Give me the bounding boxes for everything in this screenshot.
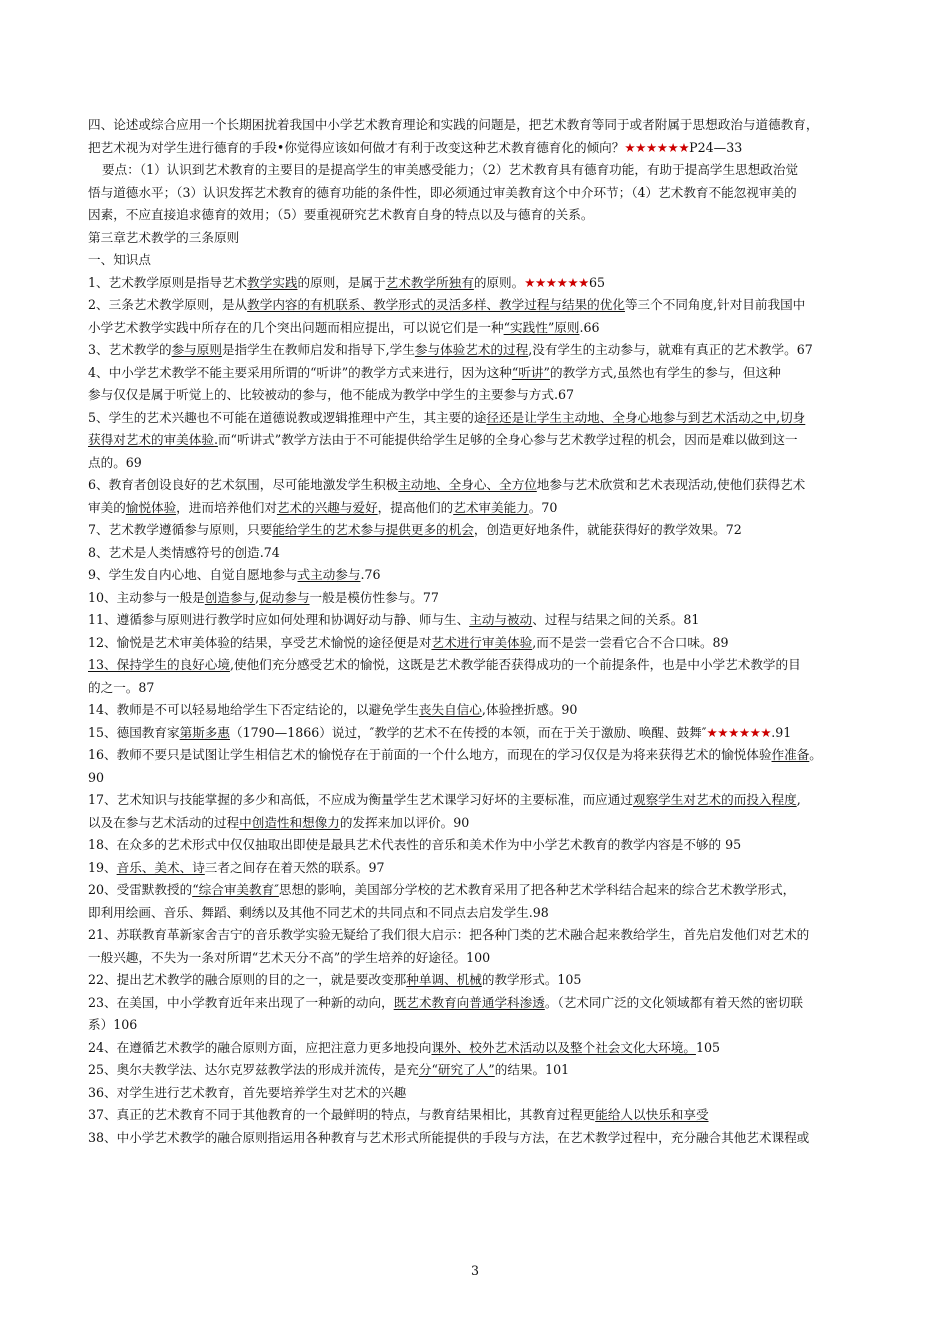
- item-1: 1、艺术教学原则是指导艺术教学实践的原则，是属于艺术教学所独有的原则。★★★★★★65: [88, 274, 605, 290]
- item-10: 10、主动参与一般是创造参与,促动参与一般是模仿性参与。77: [88, 589, 439, 605]
- item-19: 19、音乐、美术、诗三者之间存在着天然的联系。97: [88, 859, 385, 875]
- item-21: 21、苏联教育革新家舍吉宁的音乐教学实验无疑给了我们很大启示：把各种门类的艺术融合起来教给学生，首先启发他们对艺术的 一般兴趣，不失为一条对所谓“艺术天分不高”的学生培养的好途径。100: [88, 927, 810, 965]
- item-23: 23、在美国，中小学教育近年来出现了一种新的动向，既艺术教育向普通学科渗透。（艺术同广泛的文化领域都有着天然的密切联 系）106: [88, 994, 803, 1032]
- item-15: 15、德国教育家第斯多惠（1790—1866）说过，″教学的艺术不在传授的本领，而在于关于激励、唤醒、鼓舞″★★★★★★.91: [88, 724, 792, 740]
- key-points: [88, 159, 880, 182]
- star-rating: ★★★★★★: [624, 139, 690, 155]
- text: 悟与道德水平；（3）认识发挥艺术教育的德育功能的条件性，即必须通过审美教育这个中介环节；（4）艺术教育不能忽视审美的: [88, 184, 797, 200]
- item-22: 22、提出艺术教学的融合原则的目的之一，就是要改变那种单调、机械的教学形式。105: [88, 972, 582, 987]
- star-rating: ★★★★★★: [706, 724, 772, 740]
- item-16: 16、教师不要只是试图让学生相信艺术的愉悦存在于前面的一个什么地方，而现在的学习仅仅是为将来获得艺术的愉悦体验作准备。 90: [88, 747, 822, 785]
- item-7: 7、艺术教学遵循参与原则，只要能给学生的艺术参与提供更多的机会，创造更好地条件，就能获得好的教学效果。72: [88, 522, 742, 537]
- item-11: 11、遵循参与原则进行教学时应如何处理和协调好动与静、师与生、主动与被动、过程与结果之间的关系。81: [88, 612, 700, 627]
- star-rating: ★★★★★★: [524, 274, 589, 290]
- section-heading: 一、知识点: [88, 252, 151, 267]
- item-36: 36、对学生进行艺术教育，首先要培养学生对艺术的兴趣: [88, 1084, 407, 1100]
- text: 要点：（1）认识到艺术教育的主要目的是提高学生的审美感受能力；（2）艺术教育具有德育功能，有助于提高学生思想政治觉: [102, 162, 799, 177]
- item-38: 38、中小学艺术教学的融合原则指运用各种教育与艺术形式所能提供的手段与方法，在艺术教学过程中，充分融合其他艺术课程或: [88, 1129, 810, 1145]
- item-5: 5、学生的艺术兴趣也不可能在道德说教或逻辑推理中产生，其主要的途径还是让学生主动地、全身心地参与到艺术活动之中,切身 获得对艺术的审美体验.而“听讲式”教学方法由于不可能提供给学生足够的全身心参与艺术教学过程的机会，因而是难以做到这一 点的。69: [88, 409, 806, 470]
- item-13: 13、保持学生的良好心境,使他们充分感受艺术的愉悦，这既是艺术教学能否获得成功的一个前提条件，也是中小学艺术教学的目 的之一。87: [88, 657, 801, 695]
- item-14: 14、教师是不可以轻易地给学生下否定结论的，以避免学生丧失自信心,体验挫折感。90: [88, 702, 578, 717]
- question-4: [88, 114, 880, 159]
- text: 把艺术视为对学生进行德育的手段•你觉得应该如何做才有利于改变这种艺术教育德育化的倾向？: [88, 139, 625, 155]
- item-25: 25、奥尔夫教学法、达尔克罗兹教学法的形成并流传，是充分“研究了人”的结果。101: [88, 1062, 570, 1077]
- text: 四、论述或综合应用一个长期困扰着我国中小学艺术教育理论和实践的问题是，把艺术教育等同于或者附属于思想政治与道德教育，: [88, 117, 819, 132]
- page-number: 3: [470, 1263, 479, 1278]
- item-3: 3、艺术教学的参与原则是指学生在教师启发和指导下,学生参与体验艺术的过程,没有学生的主动参与，就难有真正的艺术教学。67: [88, 342, 813, 357]
- item-24: 24、在遵循艺术教学的融合原则方面，应把注意力更多地投向课外、校外艺术活动以及整个社会文化大环境。105: [88, 1039, 720, 1055]
- item-20: 20、受雷默教授的“综合审美教育″思想的影响，美国部分学校的艺术教育采用了把各种艺术学科结合起来的综合艺术教学形式， 即利用绘画、音乐、舞蹈、剩绣以及其他不同艺术的共同点和不同点去启发学生.98: [88, 882, 796, 920]
- item-2: 2、三条艺术教学原则，是从教学内容的有机联系、教学形式的灵活多样、教学过程与结果的优化等三个不同角度,针对目前我国中 小学艺术教学实践中所存在的几个突出问题而相应提出，可以说它们是一种“实践性”原则.66: [88, 297, 806, 335]
- item-17: 17、艺术知识与技能掌握的多少和高低，不应成为衡量学生艺术课学习好坏的主要标准，而应通过观察学生对艺术的而投入程度, 以及在参与艺术活动的过程中创造性和想像力的发挥来加以评价。90: [88, 792, 801, 830]
- item-6: 6、教育者创设良好的艺术氛围，尽可能地激发学生积极主动地、全身心、全方位地参与艺术欣赏和艺术表现活动,使他们获得艺术 审美的愉悦体验，进而培养他们对艺术的兴趣与爱好，提高他们的艺术审美能力。70: [88, 477, 806, 515]
- page-body: [88, 114, 880, 1149]
- item-18: 18、在众多的艺术形式中仅仅抽取出即使是最具艺术代表性的音乐和美术作为中小学艺术教育的教学内容是不够的 95: [88, 837, 742, 852]
- text: 因素，不应直接追求德育的效用；（5）要重视研究艺术教育自身的特点以及与德育的关系。: [88, 207, 594, 222]
- item-8: 8、艺术是人类情感符号的创造.74: [88, 544, 280, 560]
- item-9: 9、学生发自内心地、自觉自愿地参与式主动参与.76: [88, 567, 381, 582]
- item-37: 37、真正的艺术教育不同于其他教育的一个最鲜明的特点，与教育结果相比，其教育过程更能给人以快乐和享受: [88, 1107, 709, 1122]
- item-4: 4、中小学艺术教学不能主要采用所谓的“听讲”的教学方式来进行，因为这种“听讲”的教学方式,虽然也有学生的参与，但这种 参与仅仅是属于听觉上的、比较被动的参与，他不能成为教学中学生的主要参与方式.67: [88, 364, 781, 402]
- item-12: 12、愉悦是艺术审美体验的结果，享受艺术愉悦的途径便是对艺术进行审美体验,而不是尝一尝看它合不合口味。89: [88, 634, 729, 650]
- chapter-heading: 第三章艺术教学的三条原则: [88, 229, 240, 245]
- page-ref: P24—33: [689, 139, 743, 155]
- key-points-cont: [88, 182, 880, 227]
